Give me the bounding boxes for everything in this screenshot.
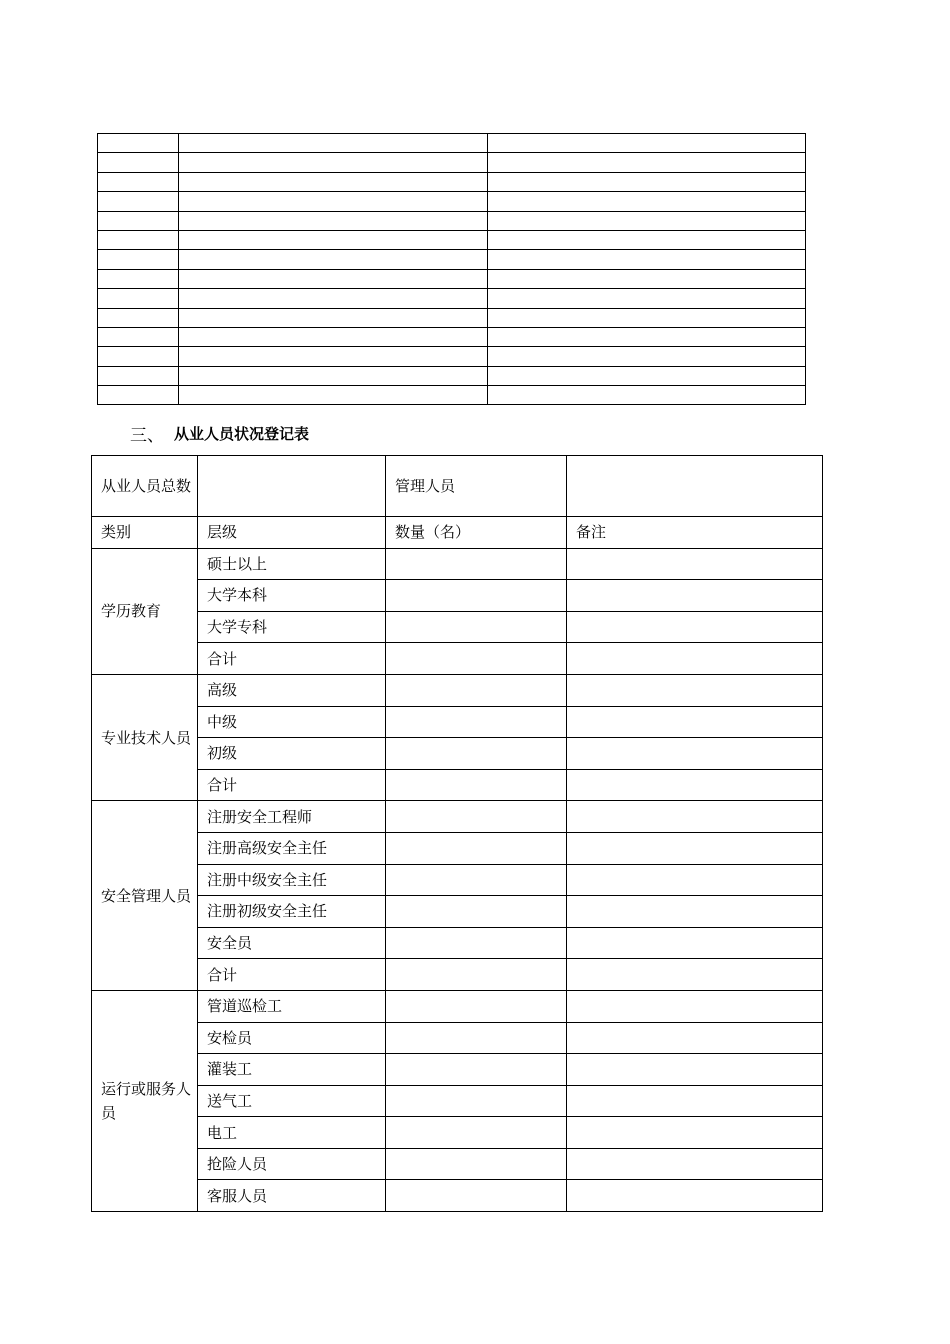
- blank-row: [98, 250, 806, 269]
- remarks-cell[interactable]: [567, 548, 823, 580]
- quantity-cell[interactable]: [386, 1148, 567, 1180]
- level-cell: 注册安全工程师: [198, 801, 386, 833]
- blank-cell[interactable]: [98, 192, 179, 211]
- blank-cell[interactable]: [179, 289, 488, 308]
- blank-cell[interactable]: [488, 327, 806, 346]
- quantity-cell[interactable]: [386, 832, 567, 864]
- quantity-cell[interactable]: [386, 674, 567, 706]
- level-cell: 初级: [198, 738, 386, 770]
- header-category: 类别: [92, 517, 198, 549]
- remarks-cell[interactable]: [567, 706, 823, 738]
- management-label: 管理人员: [386, 456, 567, 517]
- blank-row: [98, 230, 806, 249]
- remarks-cell[interactable]: [567, 611, 823, 643]
- remarks-cell[interactable]: [567, 801, 823, 833]
- blank-cell[interactable]: [98, 386, 179, 405]
- blank-cell[interactable]: [179, 386, 488, 405]
- quantity-cell[interactable]: [386, 864, 567, 896]
- blank-table: [97, 133, 806, 405]
- blank-cell[interactable]: [98, 289, 179, 308]
- level-cell: 安检员: [198, 1022, 386, 1054]
- level-cell: 大学本科: [198, 580, 386, 612]
- remarks-cell[interactable]: [567, 1054, 823, 1086]
- level-cell: 客服人员: [198, 1180, 386, 1212]
- blank-row: [98, 347, 806, 366]
- blank-cell[interactable]: [98, 308, 179, 327]
- blank-cell[interactable]: [179, 269, 488, 288]
- level-cell: 注册高级安全主任: [198, 832, 386, 864]
- blank-row: [98, 386, 806, 405]
- remarks-cell[interactable]: [567, 738, 823, 770]
- blank-row: [98, 327, 806, 346]
- blank-row: [98, 153, 806, 172]
- table-row: [92, 769, 823, 801]
- blank-cell[interactable]: [488, 172, 806, 191]
- header-remarks: 备注: [567, 517, 823, 549]
- table-row: [92, 990, 823, 1022]
- blank-cell[interactable]: [488, 386, 806, 405]
- remarks-cell[interactable]: [567, 580, 823, 612]
- blank-cell[interactable]: [98, 366, 179, 385]
- blank-cell[interactable]: [98, 269, 179, 288]
- blank-cell[interactable]: [98, 230, 179, 249]
- remarks-cell[interactable]: [567, 832, 823, 864]
- blank-cell[interactable]: [179, 230, 488, 249]
- blank-cell[interactable]: [488, 134, 806, 153]
- level-cell: 注册初级安全主任: [198, 896, 386, 928]
- blank-cell[interactable]: [98, 347, 179, 366]
- blank-cell[interactable]: [98, 153, 179, 172]
- quantity-cell[interactable]: [386, 611, 567, 643]
- blank-row: [98, 192, 806, 211]
- management-value-cell[interactable]: [567, 456, 823, 517]
- table-row: [92, 959, 823, 991]
- level-cell: 合计: [198, 959, 386, 991]
- category-cell: 学历教育: [92, 548, 198, 674]
- quantity-cell[interactable]: [386, 580, 567, 612]
- section-number: 三、: [130, 426, 164, 446]
- quantity-cell[interactable]: [386, 706, 567, 738]
- quantity-cell[interactable]: [386, 643, 567, 675]
- header-level: 层级: [198, 517, 386, 549]
- table-row: [92, 580, 823, 612]
- level-cell: 合计: [198, 769, 386, 801]
- blank-cell[interactable]: [179, 172, 488, 191]
- blank-cell[interactable]: [179, 153, 488, 172]
- quantity-cell[interactable]: [386, 1085, 567, 1117]
- table-row: [92, 643, 823, 675]
- blank-cell[interactable]: [98, 250, 179, 269]
- quantity-cell[interactable]: [386, 990, 567, 1022]
- table-row: [92, 801, 823, 833]
- quantity-cell[interactable]: [386, 927, 567, 959]
- blank-cell[interactable]: [488, 250, 806, 269]
- remarks-cell[interactable]: [567, 674, 823, 706]
- blank-cell[interactable]: [488, 269, 806, 288]
- table-row: [92, 1180, 823, 1212]
- blank-cell[interactable]: [488, 347, 806, 366]
- blank-cell[interactable]: [179, 327, 488, 346]
- category-cell: 运行或服务人员: [92, 990, 198, 1211]
- staff-table-body: [92, 456, 823, 1212]
- table-row: [92, 864, 823, 896]
- level-cell: 注册中级安全主任: [198, 864, 386, 896]
- remarks-cell[interactable]: [567, 1117, 823, 1149]
- quantity-cell[interactable]: [386, 769, 567, 801]
- table-row: [92, 896, 823, 928]
- table-row: [92, 548, 823, 580]
- remarks-cell[interactable]: [567, 769, 823, 801]
- quantity-cell[interactable]: [386, 1054, 567, 1086]
- table-row: [92, 674, 823, 706]
- section-title: 从业人员状况登记表: [174, 425, 310, 443]
- level-cell: 高级: [198, 674, 386, 706]
- quantity-cell[interactable]: [386, 1022, 567, 1054]
- remarks-cell[interactable]: [567, 896, 823, 928]
- section-heading: [130, 421, 309, 446]
- table-row: [92, 1148, 823, 1180]
- blank-row: [98, 134, 806, 153]
- level-cell: 中级: [198, 706, 386, 738]
- blank-cell[interactable]: [179, 366, 488, 385]
- quantity-cell[interactable]: [386, 1117, 567, 1149]
- total-row: [92, 456, 823, 517]
- total-value-cell[interactable]: [198, 456, 386, 517]
- blank-row: [98, 211, 806, 230]
- blank-cell[interactable]: [488, 230, 806, 249]
- level-cell: 管道巡检工: [198, 990, 386, 1022]
- blank-table-body: [98, 134, 806, 405]
- level-cell: 送气工: [198, 1085, 386, 1117]
- blank-row: [98, 289, 806, 308]
- blank-cell[interactable]: [179, 308, 488, 327]
- level-cell: 电工: [198, 1117, 386, 1149]
- remarks-cell[interactable]: [567, 643, 823, 675]
- level-cell: 安全员: [198, 927, 386, 959]
- blank-cell[interactable]: [179, 211, 488, 230]
- blank-cell[interactable]: [179, 134, 488, 153]
- level-cell: 抢险人员: [198, 1148, 386, 1180]
- blank-cell[interactable]: [488, 289, 806, 308]
- remarks-cell[interactable]: [567, 864, 823, 896]
- level-cell: 合计: [198, 643, 386, 675]
- table-row: [92, 611, 823, 643]
- blank-cell[interactable]: [179, 347, 488, 366]
- blank-row: [98, 269, 806, 288]
- header-row: [92, 517, 823, 549]
- blank-row: [98, 366, 806, 385]
- remarks-cell[interactable]: [567, 1085, 823, 1117]
- table-row: [92, 738, 823, 770]
- level-cell: 硕士以上: [198, 548, 386, 580]
- quantity-cell[interactable]: [386, 1180, 567, 1212]
- blank-cell[interactable]: [488, 308, 806, 327]
- staff-registration-table: [91, 455, 823, 1212]
- quantity-cell[interactable]: [386, 548, 567, 580]
- remarks-cell[interactable]: [567, 990, 823, 1022]
- blank-cell[interactable]: [179, 250, 488, 269]
- table-row: [92, 927, 823, 959]
- blank-cell[interactable]: [98, 134, 179, 153]
- blank-cell[interactable]: [98, 172, 179, 191]
- table-row: [92, 706, 823, 738]
- table-row: [92, 1117, 823, 1149]
- table-row: [92, 1022, 823, 1054]
- table-row: [92, 1085, 823, 1117]
- blank-row: [98, 308, 806, 327]
- quantity-cell[interactable]: [386, 896, 567, 928]
- level-cell: 灌装工: [198, 1054, 386, 1086]
- quantity-cell[interactable]: [386, 738, 567, 770]
- blank-row: [98, 172, 806, 191]
- header-quantity: 数量（名）: [386, 517, 567, 549]
- table-row: [92, 832, 823, 864]
- blank-cell[interactable]: [98, 211, 179, 230]
- remarks-cell[interactable]: [567, 1148, 823, 1180]
- category-cell: 安全管理人员: [92, 801, 198, 991]
- blank-cell[interactable]: [488, 366, 806, 385]
- remarks-cell[interactable]: [567, 927, 823, 959]
- quantity-cell[interactable]: [386, 801, 567, 833]
- remarks-cell[interactable]: [567, 1022, 823, 1054]
- level-cell: 大学专科: [198, 611, 386, 643]
- table-row: [92, 1054, 823, 1086]
- blank-cell[interactable]: [488, 153, 806, 172]
- blank-cell[interactable]: [98, 327, 179, 346]
- category-cell: 专业技术人员: [92, 674, 198, 800]
- remarks-cell[interactable]: [567, 959, 823, 991]
- blank-cell[interactable]: [488, 211, 806, 230]
- remarks-cell[interactable]: [567, 1180, 823, 1212]
- blank-cell[interactable]: [179, 192, 488, 211]
- total-label: 从业人员总数: [92, 456, 198, 517]
- quantity-cell[interactable]: [386, 959, 567, 991]
- blank-cell[interactable]: [488, 192, 806, 211]
